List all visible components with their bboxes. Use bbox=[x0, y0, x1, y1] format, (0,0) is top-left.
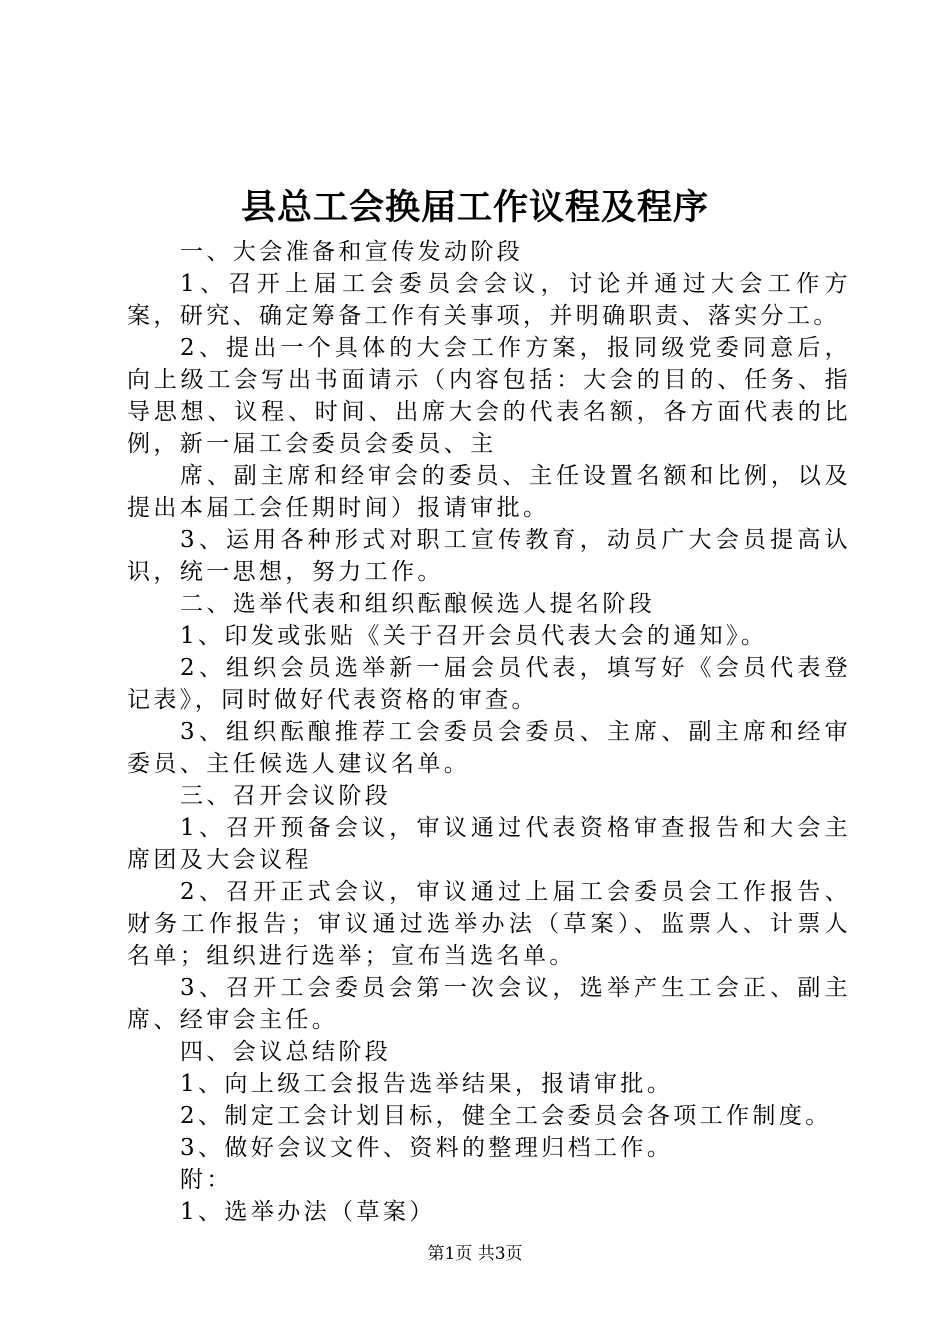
paragraph: 3、召开工会委员会第一次会议，选举产生工会正、副主席、经审会主任。 bbox=[127, 975, 851, 1033]
paragraph: 1、印发或张贴《关于召开会员代表大会的通知》。 bbox=[180, 623, 768, 649]
section-heading-2: 二、选举代表和组织酝酿候选人提名阶段 bbox=[180, 591, 656, 617]
section-heading-3: 三、召开会议阶段 bbox=[180, 783, 392, 809]
paragraph: 2、提出一个具体的大会工作方案，报同级党委同意后，向上级工会写出书面请示（内容包括：大会的目的、任务、指导思想、议程、时间、出席大会的代表名额，各方面代表的比例，新一届工会委员会委员、主 bbox=[127, 335, 851, 457]
document-title: 县总工会换届工作议程及程序 bbox=[240, 187, 709, 228]
paragraph: 1、召开上届工会委员会会议，讨论并通过大会工作方案，研究、确定筹备工作有关事项，并明确职责、落实分工。 bbox=[127, 271, 851, 329]
paragraph: 2、召开正式会议，审议通过上届工会委员会工作报告、财务工作报告；审议通过选举办法（草案）、监票人、计票人名单；组织进行选举；宣布当选名单。 bbox=[127, 879, 851, 969]
appendix-label: 附： bbox=[180, 1167, 233, 1193]
section-heading-4: 四、会议总结阶段 bbox=[180, 1039, 392, 1065]
paragraph: 1、召开预备会议，审议通过代表资格审查报告和大会主席团及大会议程 bbox=[127, 815, 851, 873]
page-footer: 第1页 共3页 bbox=[427, 1244, 523, 1264]
paragraph: 席、副主席和经审会的委员、主任设置名额和比例，以及提出本届工会任期时间）报请审批。 bbox=[127, 463, 851, 521]
paragraph: 3、组织酝酿推荐工会委员会委员、主席、副主席和经审委员、主任候选人建议名单。 bbox=[127, 719, 851, 777]
paragraph: 1、向上级工会报告选举结果，报请审批。 bbox=[180, 1071, 674, 1097]
paragraph: 2、组织会员选举新一届会员代表，填写好《会员代表登记表》，同时做好代表资格的审查。 bbox=[127, 655, 851, 713]
paragraph: 2、制定工会计划目标，健全工会委员会各项工作制度。 bbox=[180, 1103, 832, 1129]
paragraph: 3、运用各种形式对职工宣传教育，动员广大会员提高认识，统一思想，努力工作。 bbox=[127, 527, 851, 585]
document-body bbox=[127, 236, 851, 1228]
appendix-item: 1、选举办法（草案） bbox=[180, 1199, 436, 1225]
paragraph: 3、做好会议文件、资料的整理归档工作。 bbox=[180, 1135, 674, 1161]
section-heading-1: 一、大会准备和宣传发动阶段 bbox=[180, 239, 524, 265]
